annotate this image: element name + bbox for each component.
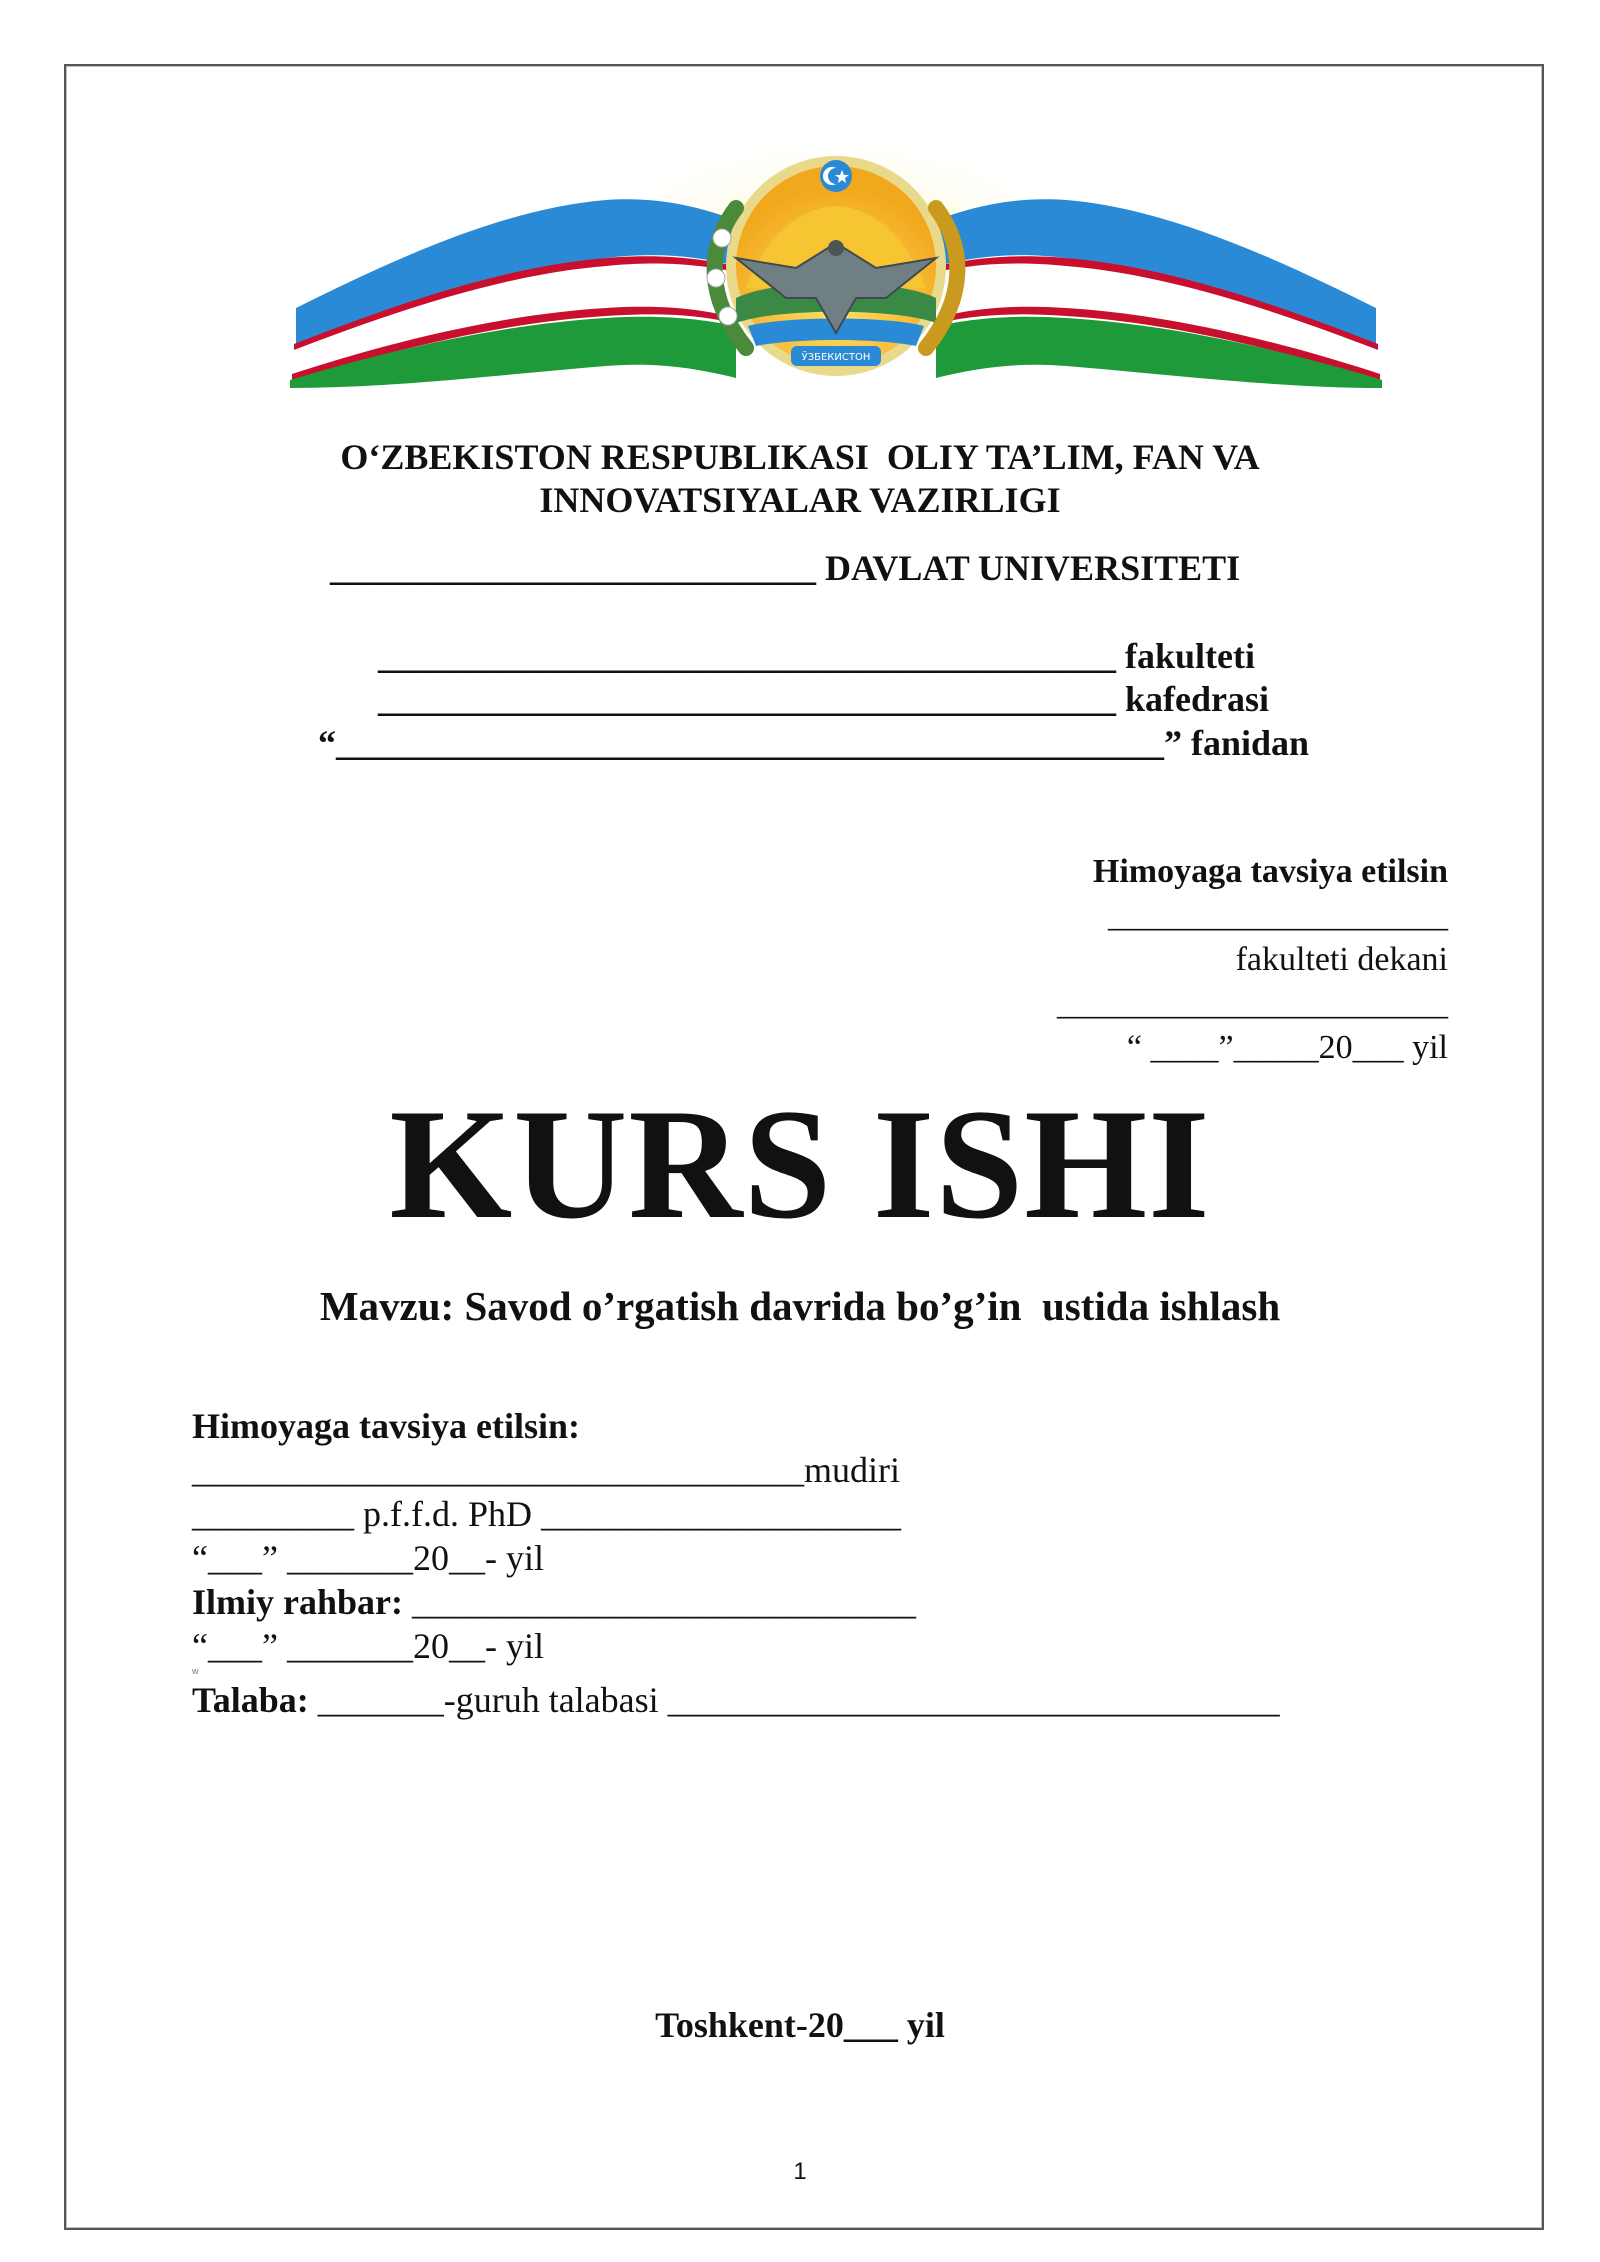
ministry-line-1: O‘ZBEKISTON RESPUBLIKASI OLIY TA’LIM, FAN VA xyxy=(340,437,1260,477)
approval-blank-1: ____________________ xyxy=(1108,897,1448,934)
mini-mark: w xyxy=(192,1666,199,1676)
department-line: _________________________________________ kafedrasi xyxy=(378,679,1269,719)
defense-date-2: “___” _______20__- yil xyxy=(192,1626,544,1666)
student-line: _______-guruh talabasi __________________________________ xyxy=(308,1680,1280,1720)
document-title: KURS ISHI xyxy=(389,1077,1211,1252)
approval-blank-2: _______________________ xyxy=(1057,985,1448,1022)
approval-date: “ ____”_____20___ yil xyxy=(1126,1029,1448,1066)
state-emblem-icon xyxy=(276,148,1396,388)
advisor-blank: ____________________________ xyxy=(403,1582,916,1622)
ministry-line-2: INNOVATSIYALAR VAZIRLIGI xyxy=(539,480,1061,520)
student-label: Talaba: xyxy=(192,1680,309,1720)
defense-date-1: “___” _______20__- yil xyxy=(192,1538,544,1578)
page-number: 1 xyxy=(793,2158,807,2185)
faculty-line: _________________________________________ fakulteti xyxy=(378,636,1255,676)
city-year: Toshkent-20___ yil xyxy=(655,2005,945,2045)
advisor-label: Ilmiy rahbar: xyxy=(192,1582,403,1622)
ministry-header xyxy=(0,436,1600,522)
defense-heading: Himoyaga tavsiya etilsin: xyxy=(192,1406,580,1446)
emblem-ribbon-text: ЎЗБЕКИСТОН xyxy=(801,352,871,363)
topic-line: Mavzu: Savod o’rgatish davrida bo’g’in ustida ishlash xyxy=(319,1283,1281,1329)
dean-label: fakulteti dekani xyxy=(1235,941,1448,978)
phd-line: _________ p.f.f.d. PhD ____________________ xyxy=(192,1494,901,1534)
head-line: __________________________________mudiri xyxy=(192,1450,900,1490)
university-line: ___________________________ DAVLAT UNIVERSITETI xyxy=(330,548,1241,588)
subject-line: “______________________________________________” fanidan xyxy=(318,723,1310,763)
advisor-row xyxy=(192,1581,916,1623)
approval-heading: Himoyaga tavsiya etilsin xyxy=(1092,853,1448,890)
student-row xyxy=(192,1679,1280,1721)
